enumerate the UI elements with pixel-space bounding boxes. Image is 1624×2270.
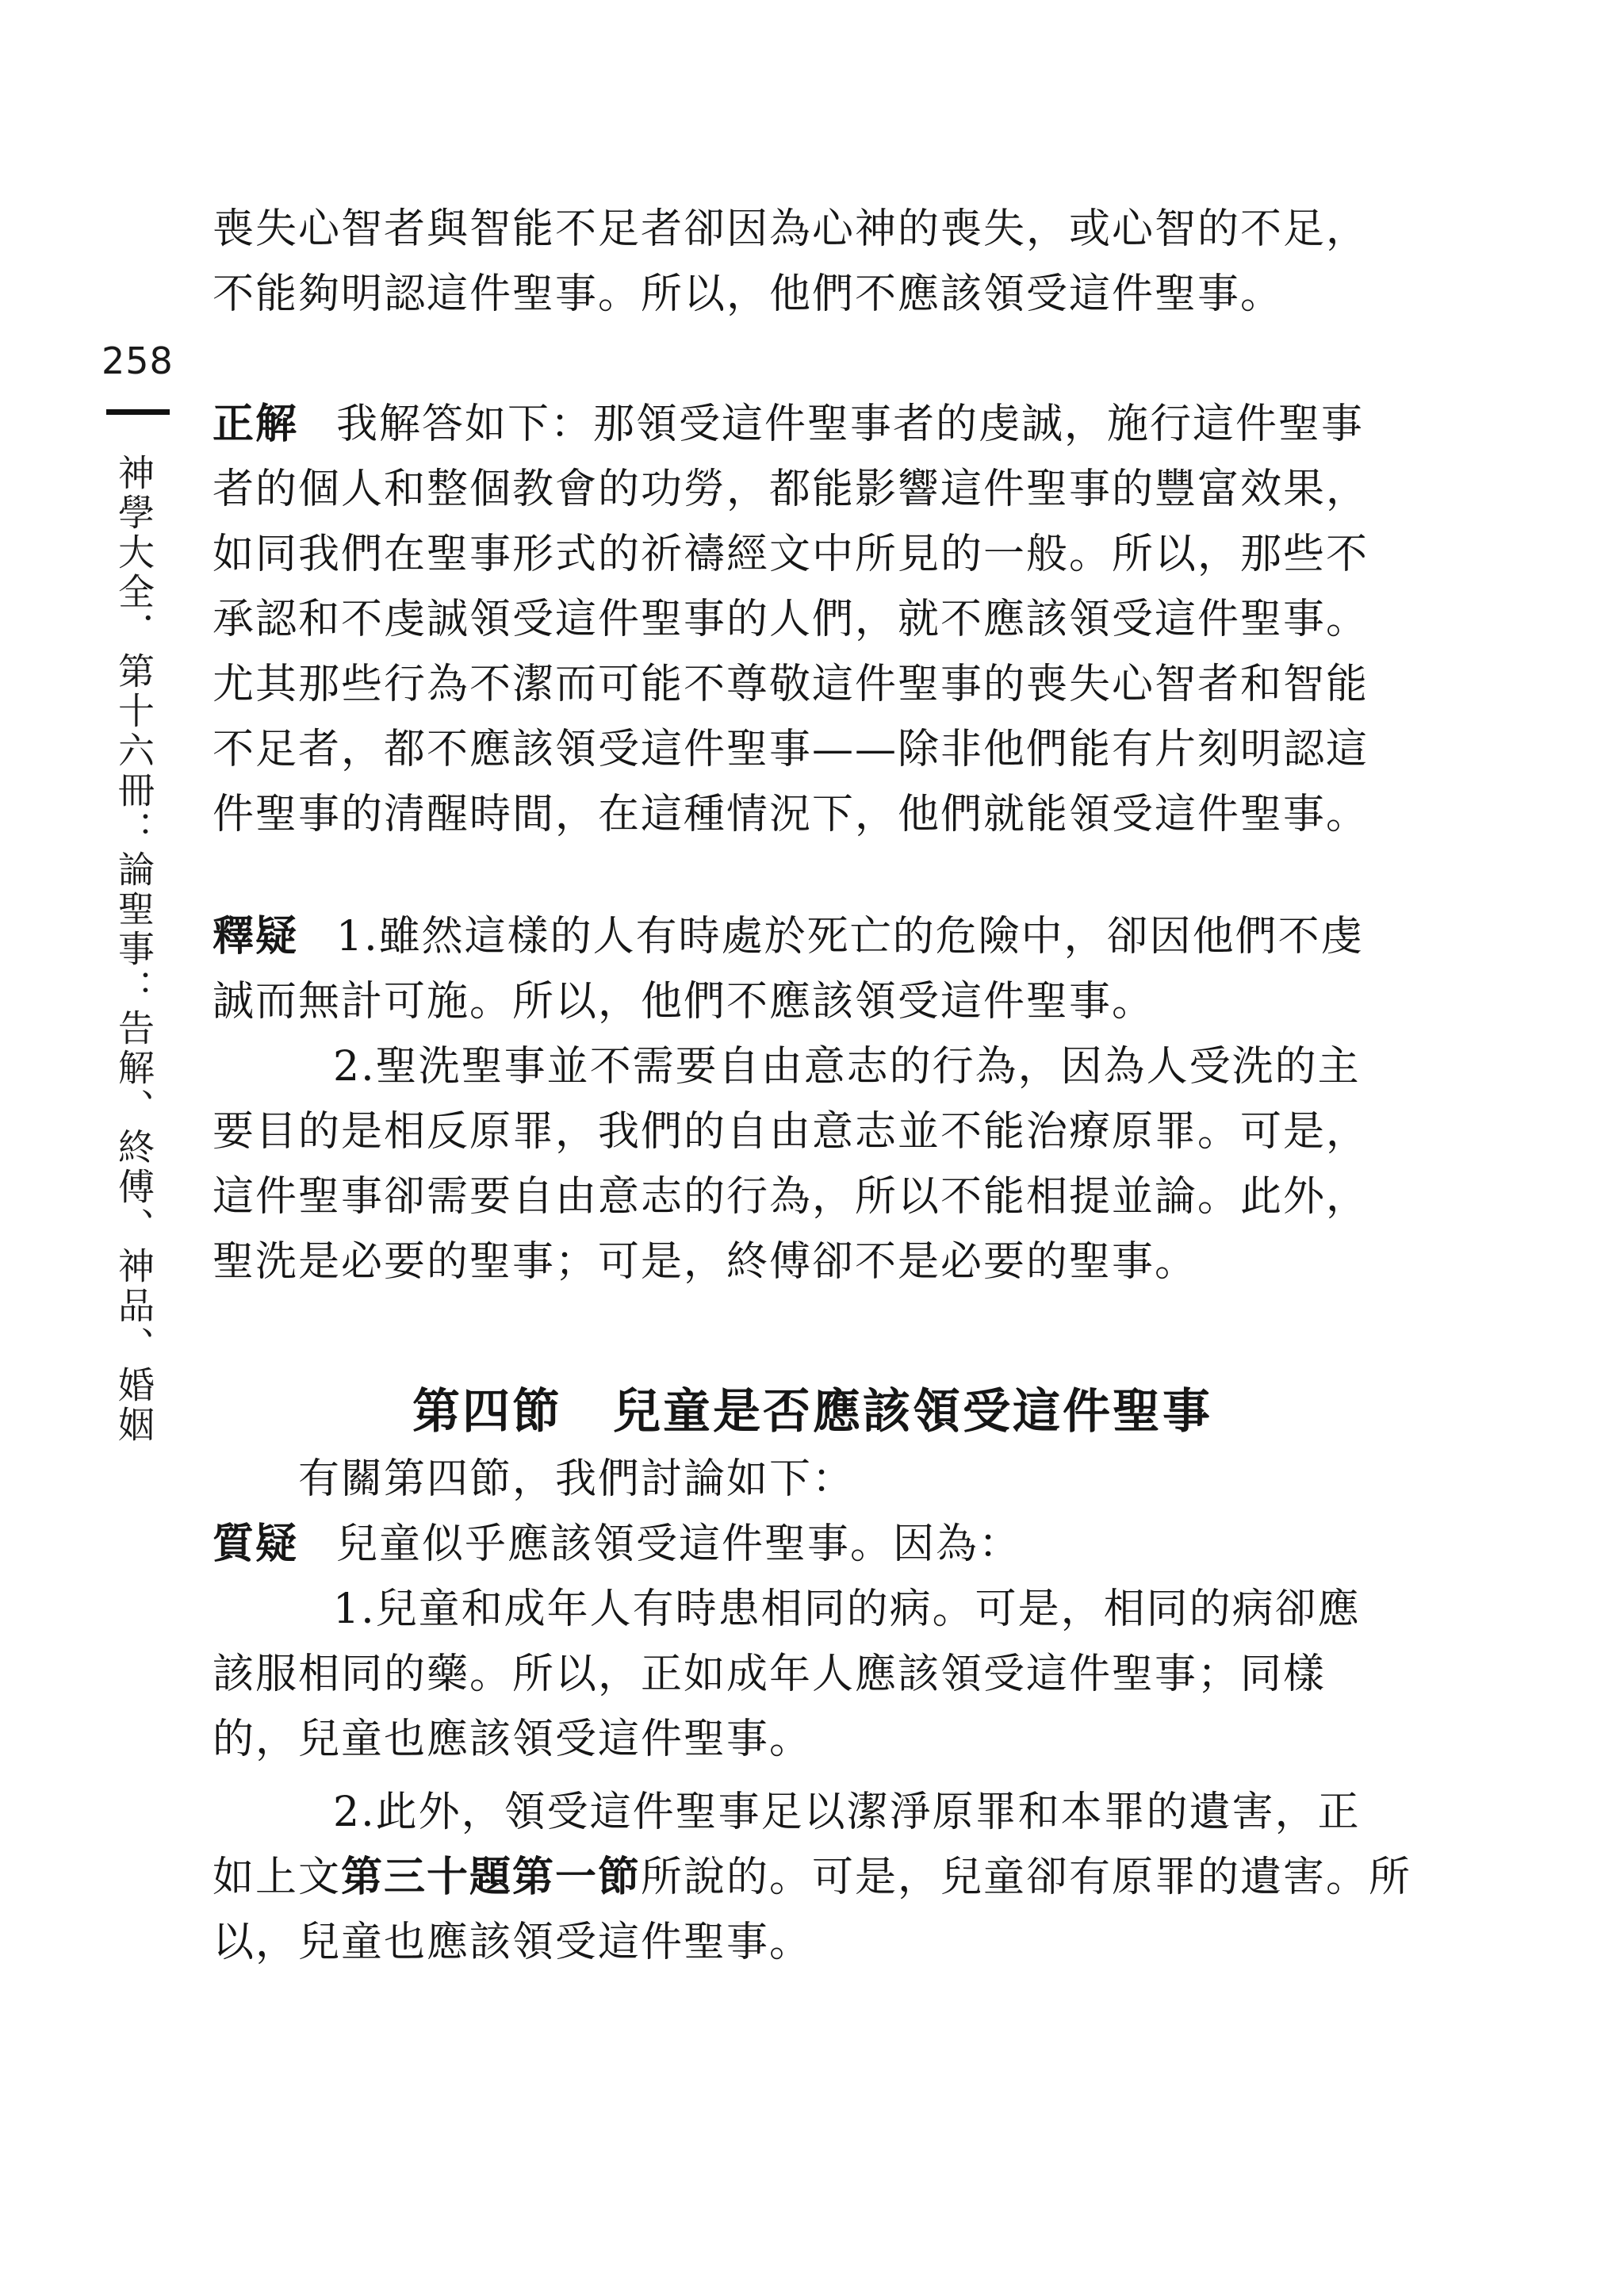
running-head-rule	[106, 409, 170, 415]
text-line: 誠而無計可施。所以，他們不應該領受這件聖事。	[213, 978, 1155, 1026]
main-text	[213, 197, 1412, 1975]
text-line: 要目的是相反原罪，我們的自由意志並不能治療原罪。可是，	[213, 1108, 1369, 1156]
text-line: 尤其那些行為不潔而可能不尊敬這件聖事的喪失心智者和智能	[213, 661, 1369, 708]
section-title: 兒童是否應該領受這件聖事	[613, 1384, 1212, 1440]
reply-first-line: 1.雖然這樣的人有時處於死亡的危險中，卻因他們不虔	[336, 913, 1364, 961]
text-line: 不足者，都不應該領受這件聖事——除非他們能有片刻明認這	[213, 726, 1369, 773]
text-span: 所說的。可是，兒童卻有原罪的遺害。所	[641, 1854, 1412, 1901]
text-line	[213, 1845, 1412, 1910]
cross-reference: 第三十題第一節	[341, 1854, 642, 1901]
reply-paragraph	[213, 904, 1369, 1294]
objection-first-line: 兒童似乎應該領受這件聖事。因為：	[336, 1520, 1022, 1568]
text-line: 聖洗是必要的聖事；可是，終傅卻不是必要的聖事。	[213, 1238, 1198, 1286]
page-number: 258	[102, 339, 174, 382]
text-line: 2.聖洗聖事並不需要自由意志的行為，因為人受洗的主	[333, 1043, 1361, 1091]
text-line: 這件聖事卻需要自由意志的行為，所以不能相提並論。此外，	[213, 1173, 1369, 1221]
text-line: 承認和不虔誠領受這件聖事的人們，就不應該領受這件聖事。	[213, 596, 1369, 643]
objection-label: 質疑	[213, 1520, 299, 1568]
running-head: 神學大全．第十六冊：論聖事：告解、終傅、神品、婚姻	[113, 454, 155, 1445]
answer-label: 正解	[213, 401, 299, 448]
answer-paragraph	[213, 392, 1369, 847]
text-line: 1.兒童和成年人有時患相同的病。可是，相同的病卻應	[333, 1586, 1361, 1633]
text-line: 如同我們在聖事形式的祈禱經文中所見的一般。所以，那些不	[213, 531, 1369, 578]
reply-label: 釋疑	[213, 913, 299, 961]
text-line	[213, 1512, 1354, 1577]
text-line	[213, 392, 1365, 457]
text-line: 以，兒童也應該領受這件聖事。	[213, 1919, 813, 1966]
text-line: 喪失心智者與智能不足者卻因為心神的喪失，或心智的不足，	[213, 205, 1369, 253]
section-heading	[213, 1377, 1354, 1447]
section-intro: 有關第四節，我們討論如下：	[298, 1455, 856, 1503]
text-line: 的，兒童也應該領受這件聖事。	[213, 1716, 813, 1763]
answer-first-line: 我解答如下：那領受這件聖事者的虔誠，施行這件聖事	[336, 401, 1365, 448]
text-span: 如上文	[213, 1854, 342, 1901]
objection-paragraph	[213, 1512, 1412, 1975]
text-line: 不能夠明認這件聖事。所以，他們不應該領受這件聖事。	[213, 270, 1284, 318]
text-line: 2.此外，領受這件聖事足以潔淨原罪和本罪的遺害，正	[333, 1789, 1361, 1836]
text-line: 件聖事的清醒時間，在這種情況下，他們就能領受這件聖事。	[213, 791, 1369, 838]
text-line: 者的個人和整個教會的功勞，都能影響這件聖事的豐富效果，	[213, 466, 1369, 513]
text-line: 該服相同的藥。所以，正如成年人應該領受這件聖事；同樣	[213, 1651, 1327, 1698]
section-number: 第四節	[412, 1384, 562, 1440]
objection-tail	[213, 197, 1369, 327]
text-line	[213, 904, 1364, 969]
